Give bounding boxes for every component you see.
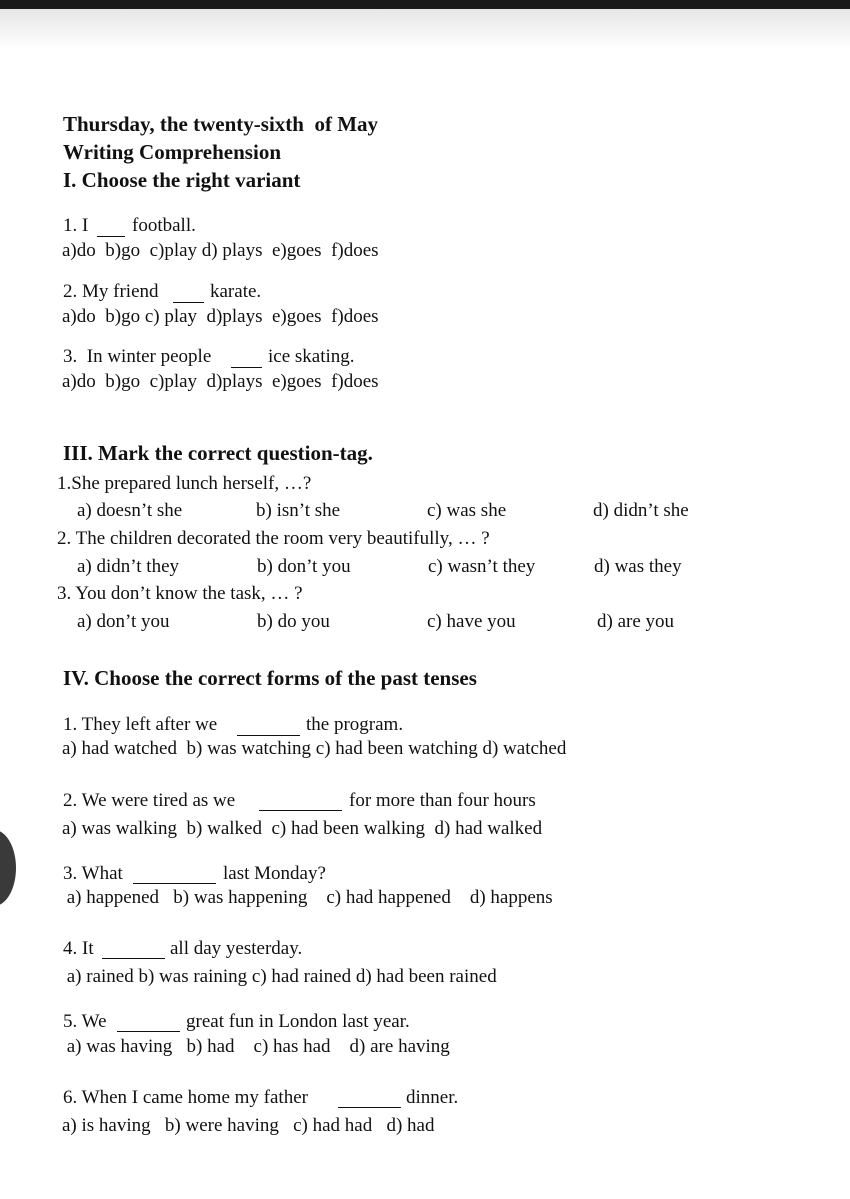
option-a: a) don’t you xyxy=(77,611,170,632)
answer-blank xyxy=(117,1031,180,1032)
question-text-end: football. xyxy=(132,215,196,236)
answer-options: a) happened b) was happening c) had happened d) happens xyxy=(62,887,553,908)
option-c: c) was she xyxy=(427,500,507,521)
subject-heading: Writing Comprehension xyxy=(63,140,281,164)
section4-title: IV. Choose the correct forms of the past tenses xyxy=(63,666,477,690)
answer-blank xyxy=(231,367,262,368)
answer-options: a) was having b) had c) has had d) are having xyxy=(62,1036,450,1057)
question-tag-text: 2. The children decorated the room very beautifully, … ? xyxy=(57,528,490,549)
section1-title: I. Choose the right variant xyxy=(63,168,301,192)
question-text-end: last Monday? xyxy=(223,863,326,884)
question-tag-text: 1.She prepared lunch herself, …? xyxy=(57,473,312,494)
question-text-start: 2. My friend xyxy=(63,281,159,302)
answer-options: a)do b)go c) play d)plays e)goes f)does xyxy=(62,306,379,327)
answer-options: a) was walking b) walked c) had been walking d) had walked xyxy=(62,818,543,839)
option-c: c) wasn’t they xyxy=(428,556,536,577)
option-a: a) doesn’t she xyxy=(77,500,183,521)
answer-blank xyxy=(338,1107,401,1108)
question-text-start: 6. When I came home my father xyxy=(63,1087,308,1108)
answer-blank xyxy=(97,236,125,237)
question-text-end: all day yesterday. xyxy=(170,938,303,959)
option-d: d) was they xyxy=(594,556,682,577)
option-d: d) are you xyxy=(597,611,675,632)
answer-options: a) had watched b) was watching c) had been watching d) watched xyxy=(62,738,567,759)
answer-blank xyxy=(259,810,342,811)
option-b: b) do you xyxy=(257,611,330,632)
section3-title: III. Mark the correct question-tag. xyxy=(63,441,373,465)
option-a: a) didn’t they xyxy=(77,556,180,577)
question-text-end: great fun in London last year. xyxy=(186,1011,410,1032)
answer-options: a) is having b) were having c) had had d) had xyxy=(62,1115,435,1136)
question-text-start: 5. We xyxy=(63,1011,107,1032)
question-text-end: karate. xyxy=(210,281,262,302)
question-tag-text: 3. You don’t know the task, … ? xyxy=(57,583,303,604)
option-b: b) isn’t she xyxy=(256,500,341,521)
date-heading: Thursday, the twenty-sixth of May xyxy=(63,112,379,136)
answer-options: a)do b)go c)play d) plays e)goes f)does xyxy=(62,240,379,261)
question-text-start: 1. They left after we xyxy=(63,714,218,735)
answer-blank xyxy=(102,958,165,959)
question-text-end: the program. xyxy=(306,714,404,735)
answer-options: a) rained b) was raining c) had rained d) had been rained xyxy=(62,966,497,987)
option-b: b) don’t you xyxy=(257,556,351,577)
question-text-start: 3. What xyxy=(63,863,123,884)
side-scroll-handle[interactable] xyxy=(0,830,16,906)
answer-blank xyxy=(237,735,300,736)
question-text-start: 2. We were tired as we xyxy=(63,790,236,811)
option-d: d) didn’t she xyxy=(593,500,689,521)
question-text-start: 1. I xyxy=(63,215,89,236)
answer-options: a)do b)go c)play d)plays e)goes f)does xyxy=(62,371,379,392)
question-text-end: ice skating. xyxy=(268,346,355,367)
top-shadow xyxy=(0,9,850,51)
top-bar xyxy=(0,0,850,9)
question-text-end: dinner. xyxy=(406,1087,459,1108)
answer-blank xyxy=(173,302,204,303)
answer-blank xyxy=(133,883,216,884)
option-c: c) have you xyxy=(427,611,516,632)
question-text-end: for more than four hours xyxy=(349,790,536,811)
question-text-start: 4. It xyxy=(63,938,94,959)
question-text-start: 3. In winter people xyxy=(63,346,212,367)
